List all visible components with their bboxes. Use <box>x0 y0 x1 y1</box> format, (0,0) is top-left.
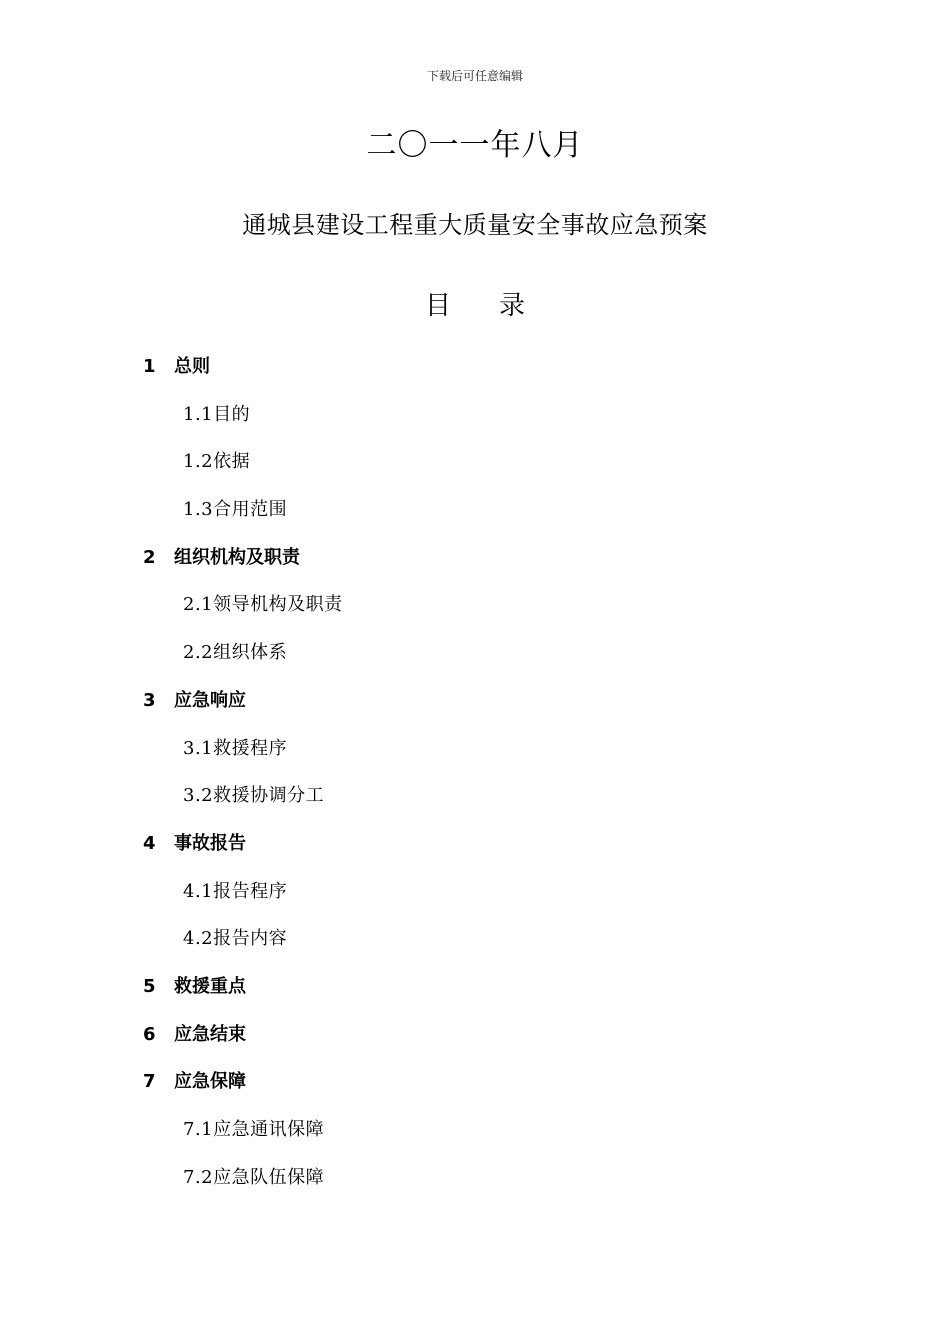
toc-subsection[interactable] <box>0 734 950 782</box>
toc-subsection[interactable] <box>0 447 950 495</box>
toc-subsection-label: 1.3合用范围 <box>183 499 288 521</box>
toc-section[interactable] <box>0 1020 950 1068</box>
toc-subsection-label: 3.2救援协调分工 <box>183 785 325 807</box>
toc-section-label: 组织机构及职责 <box>174 546 300 568</box>
toc-subsection-label: 1.2依据 <box>183 451 251 473</box>
toc-subsection[interactable] <box>0 495 950 543</box>
toc-section-label: 应急结束 <box>174 1023 246 1045</box>
toc-section[interactable] <box>0 1067 950 1115</box>
toc-heading-char-2: 录 <box>499 291 526 321</box>
toc-section-number: 7 <box>143 1071 156 1093</box>
header-note: 下载后可任意编辑 <box>426 69 523 83</box>
toc-heading-char-1: 目 <box>424 291 451 321</box>
toc-subsection[interactable] <box>0 590 950 638</box>
toc-section-label: 应急保障 <box>174 1071 246 1093</box>
toc-subsection[interactable] <box>0 1163 950 1211</box>
toc-subsection-label: 1.1目的 <box>183 403 251 425</box>
toc-subsection-label: 2.1领导机构及职责 <box>183 594 343 616</box>
toc-section-label: 总则 <box>174 356 210 377</box>
toc-section[interactable] <box>0 352 950 400</box>
toc-section-number: 1 <box>143 356 156 377</box>
toc-section-number: 4 <box>143 832 156 854</box>
toc-subsection[interactable] <box>0 638 950 686</box>
toc-subsection[interactable] <box>0 924 950 972</box>
toc-subsection[interactable] <box>0 1115 950 1163</box>
toc-section[interactable] <box>0 543 950 591</box>
toc-section-number: 6 <box>143 1023 156 1045</box>
toc-subsection-label: 7.2应急队伍保障 <box>183 1166 325 1188</box>
document-title: 通城县建设工程重大质量安全事故应急预案 <box>242 211 708 239</box>
toc-heading <box>0 285 950 322</box>
document-date: 二〇一一年八月 <box>366 128 584 163</box>
toc-section-label: 应急响应 <box>174 689 246 711</box>
toc-section-number: 3 <box>143 689 156 711</box>
toc-subsection[interactable] <box>0 877 950 925</box>
toc-section-number: 2 <box>143 546 156 568</box>
toc-section-number: 5 <box>143 975 156 997</box>
toc-subsection-label: 4.1报告程序 <box>183 880 288 902</box>
toc-subsection[interactable] <box>0 781 950 829</box>
toc-subsection-label: 2.2组织体系 <box>183 642 288 664</box>
toc-section-label: 事故报告 <box>174 832 246 854</box>
toc-subsection-label: 4.2报告内容 <box>183 928 288 950</box>
toc-section-label: 救援重点 <box>174 975 246 997</box>
toc-section[interactable] <box>0 972 950 1020</box>
toc-subsection-label: 7.1应急通讯保障 <box>183 1119 325 1140</box>
toc-section[interactable] <box>0 829 950 877</box>
toc-subsection[interactable] <box>0 400 950 448</box>
toc-section[interactable] <box>0 686 950 734</box>
table-of-contents <box>0 352 950 1210</box>
toc-subsection-label: 3.1救援程序 <box>183 737 288 759</box>
